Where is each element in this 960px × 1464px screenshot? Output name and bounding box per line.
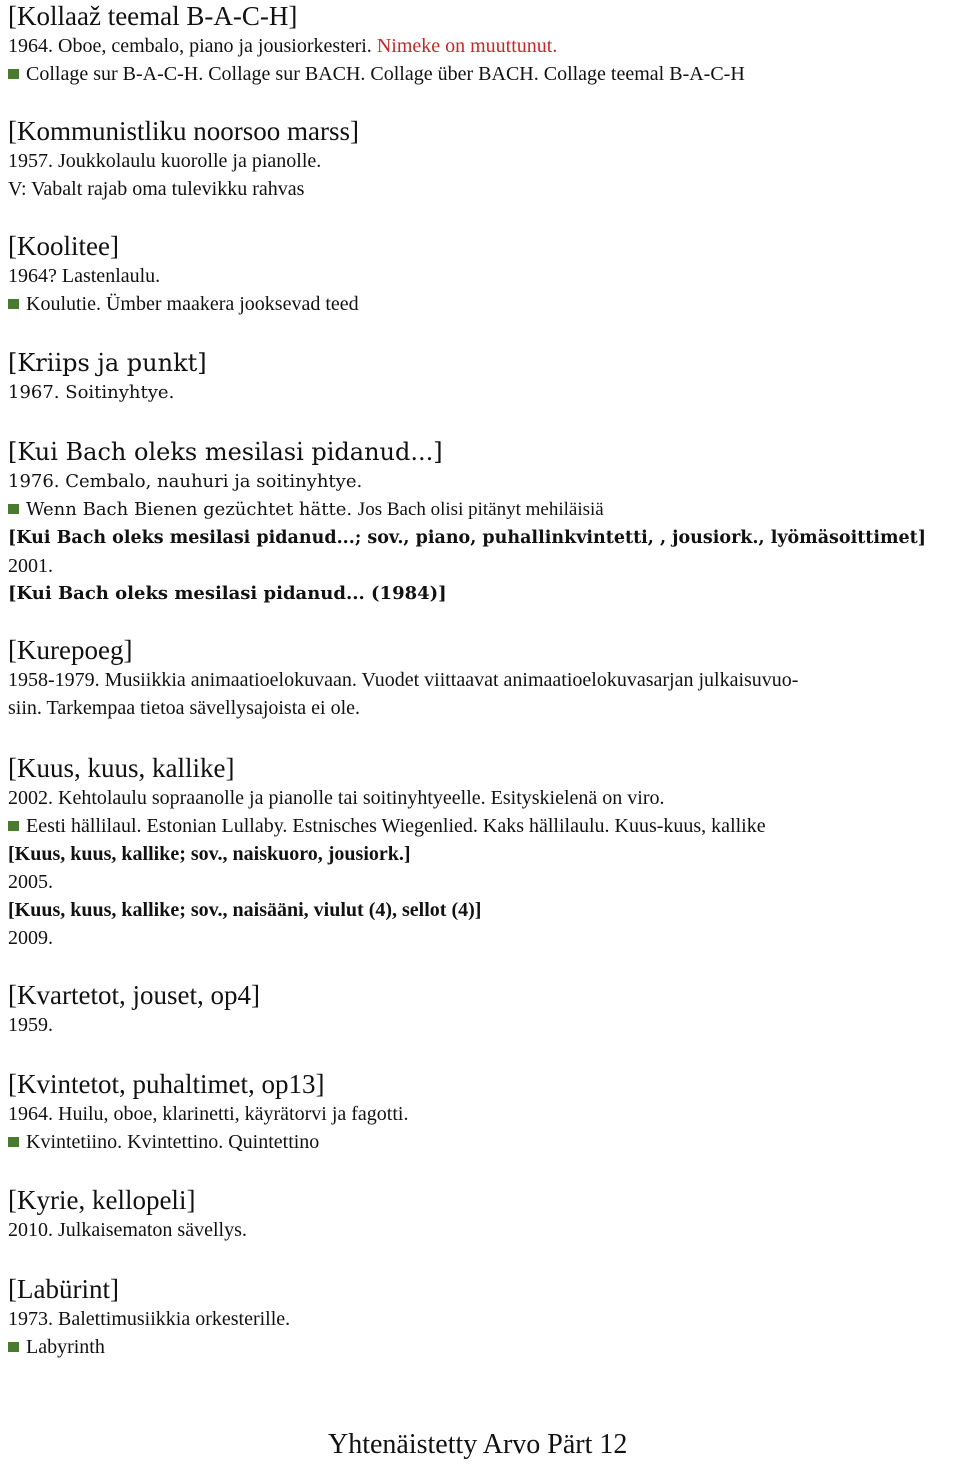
arrangement-year: 2005.: [8, 871, 53, 893]
entry-details: 1964? Lastenlaulu.: [8, 265, 161, 287]
entry-title: [Labürint]: [8, 1274, 119, 1304]
entry-details: 1976. Cembalo, nauhuri ja soitinyhtye.: [8, 471, 363, 492]
entry-details: 2010. Julkaisematon sävellys.: [8, 1219, 247, 1241]
entry-title: [Kyrie, kellopeli]: [8, 1185, 196, 1215]
entry-title: [Kurepoeg]: [8, 635, 133, 665]
arrangement-title: [Kuus, kuus, kallike; sov., naisääni, viulut (4), sellot (4)]: [8, 899, 482, 921]
entry-title: [Kuus, kuus, kallike]: [8, 753, 235, 783]
entry-details: [8, 32, 745, 60]
entry-kommunistliku: [8, 115, 359, 203]
entry-details: 1964. Huilu, oboe, klarinetti, käyrätorvi ja fagotti.: [8, 1103, 409, 1125]
entry-title: [Kommunistliku noorsoo marss]: [8, 116, 359, 146]
arrangement-title: [Kui Bach oleks mesilasi pidanud...; sov., piano, puhallinkvintetti, , jousiork., lyömäsoittimet]: [8, 528, 927, 548]
entry-alt-titles: Wenn Bach Bienen gezüchtet hätte. Jos Bach olisi pitänyt mehiläisiä: [8, 496, 926, 524]
entry-kui-bach: [8, 436, 926, 608]
entry-title: [Kvintetot, puhaltimet, op13]: [8, 1069, 325, 1099]
entry-kollaaz: [8, 0, 745, 88]
arrangement-year: 2009.: [8, 927, 53, 949]
entry-details: 1959.: [8, 1014, 53, 1036]
entry-title: [Koolitee]: [8, 231, 119, 261]
entry-details: 1973. Balettimusiikkia orkesterille.: [8, 1308, 291, 1330]
entry-alt-titles: Koulutie. Ümber maakera jooksevad teed: [8, 290, 359, 318]
entry-year-text: 1964. Oboe, cembalo, piano ja jousiorkesteri.: [8, 35, 377, 57]
entry-details: 1958-1979. Musiikkia animaatioelokuvaan. Vuodet viittaavat animaatioelokuvasarjan julkaisuvuo-: [8, 669, 799, 691]
entry-title: [Kui Bach oleks mesilasi pidanud...]: [8, 438, 443, 466]
bullet-icon: [8, 821, 19, 831]
entry-details-cont: siin. Tarkempaa tietoa sävellysajoista ei ole.: [8, 697, 361, 719]
entry-kyrie: [8, 1184, 247, 1244]
entry-details: 2002. Kehtolaulu sopraanolle ja pianolle tai soitinyhtyeelle. Esityskielenä on viro.: [8, 787, 665, 809]
arrangement-year: 2001.: [8, 555, 53, 577]
entry-alt-titles: Eesti hällilaul. Estonian Lullaby. Estnisches Wiegenlied. Kaks hällilaulu. Kuus-kuus, kallike: [8, 812, 766, 840]
entry-alt-titles: Labyrinth: [8, 1333, 290, 1361]
page-footer: Yhtenäistetty Arvo Pärt 12: [328, 1429, 628, 1460]
entry-title: [Kollaaž teemal B-A-C-H]: [8, 1, 298, 31]
entry-laburint: [8, 1273, 290, 1361]
title-changed-note: Nimeke on muuttunut.: [376, 35, 558, 57]
entry-koolitee: [8, 230, 359, 318]
entry-title: [Kriips ja punkt]: [8, 349, 207, 377]
entry-alt-titles: Kvintetiino. Kvintettino. Quintettino: [8, 1128, 408, 1156]
bullet-icon: [8, 69, 19, 79]
entry-lyrics: V: Vabalt rajab oma tulevikku rahvas: [8, 178, 305, 200]
entry-kvartetot: [8, 979, 260, 1039]
bullet-icon: [8, 504, 19, 514]
entry-alt-titles: Collage sur B-A-C-H. Collage sur BACH. Collage über BACH. Collage teemal B-A-C-H: [8, 60, 745, 88]
entry-kriips: [8, 347, 207, 407]
entry-kvintetot: [8, 1068, 408, 1156]
bullet-icon: [8, 1342, 19, 1352]
bullet-icon: [8, 299, 19, 309]
entry-kuus-kuus: [8, 752, 766, 952]
arrangement-title: [Kui Bach oleks mesilasi pidanud... (1984)]: [8, 583, 447, 604]
entry-details: 1967. Soitinyhtye.: [8, 382, 175, 403]
entry-kurepoeg: [8, 634, 798, 722]
arrangement-title: [Kuus, kuus, kallike; sov., naiskuoro, jousiork.]: [8, 843, 411, 865]
entry-title: [Kvartetot, jouset, op4]: [8, 980, 260, 1010]
entry-details: 1957. Joukkolaulu kuorolle ja pianolle.: [8, 150, 322, 172]
bullet-icon: [8, 1137, 19, 1147]
